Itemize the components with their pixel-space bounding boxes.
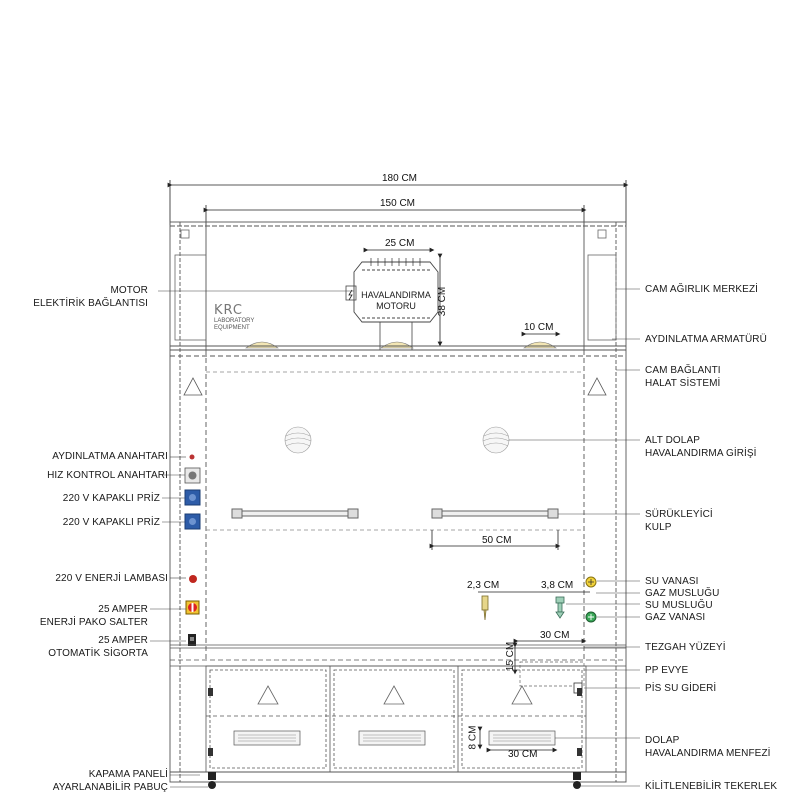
- caster-right: [573, 772, 581, 789]
- dim-label-vent-height: 8 CM: [467, 725, 479, 750]
- label-socket-2: 220 V KAPAKLI PRİZ: [62, 517, 160, 528]
- dim-label-25: 25 CM: [385, 238, 415, 249]
- motor-label: [351, 290, 441, 312]
- door-hinges: [208, 688, 582, 756]
- label-pp-sink: PP EVYE: [645, 665, 689, 676]
- label-fuse-1: 25 AMPER: [98, 635, 148, 646]
- dim-label-180: 180 CM: [382, 173, 418, 184]
- light-switch-indicator: [190, 455, 195, 460]
- label-panel: KAPAMA PANELİ: [88, 769, 168, 780]
- gas-tap-icon: [482, 596, 488, 620]
- label-motor-conn-2: ELEKTİRİK BAĞLANTISI: [33, 298, 148, 309]
- label-lower-vent-2: HAVALANDIRMA GİRİŞİ: [645, 448, 757, 459]
- label-fuse-2: OTOMATİK SİGORTA: [48, 648, 148, 659]
- label-light-switch: AYDINLATMA ANAHTARI: [52, 451, 168, 462]
- caster-left: [208, 772, 216, 789]
- dim-label-vent-width: 30 CM: [508, 749, 538, 760]
- label-lower-vent: [645, 434, 757, 460]
- worktop: [170, 645, 626, 666]
- dim-label-150: 150 CM: [380, 198, 416, 209]
- krc-logo: [214, 304, 254, 332]
- label-motor-conn-1: MOTOR: [110, 285, 148, 296]
- dim-label-tap-left: 2,3 CM: [467, 580, 500, 591]
- logo-sub1: LABORATORY: [214, 318, 255, 324]
- label-cabinet-vent: [645, 734, 771, 760]
- warning-sign-left: [184, 378, 202, 395]
- label-cable-1: CAM BAĞLANTI: [645, 365, 721, 376]
- label-casters: KİLİTLENEBİLİR TEKERLEK: [645, 781, 778, 792]
- label-pako-switch: [40, 603, 148, 629]
- label-worktop: TEZGAH YÜZEYİ: [645, 642, 726, 653]
- label-auto-fuse: [48, 634, 148, 660]
- label-handle-2: KULP: [645, 522, 672, 533]
- dim-label-sink: 15 CM: [505, 641, 517, 672]
- energy-lamp: [189, 575, 197, 583]
- counterweight-right: [588, 230, 616, 340]
- label-pako-1: 25 AMPER: [98, 604, 148, 615]
- label-handle: [645, 508, 713, 534]
- label-speed-switch: HIZ KONTROL ANAHTARI: [47, 470, 168, 481]
- handle-left: [232, 509, 358, 518]
- label-gas-tap: GAZ MUSLUĞU: [645, 588, 720, 599]
- label-foot: AYARLANABİLİR PABUÇ: [52, 782, 168, 793]
- label-cab-vent-2: HAVALANDIRMA MENFEZİ: [645, 748, 771, 759]
- label-lower-vent-1: ALT DOLAP: [645, 435, 700, 446]
- label-cab-vent-1: DOLAP: [645, 735, 680, 746]
- logo-mark: KRC: [214, 303, 243, 318]
- glass-sash: [206, 372, 584, 530]
- label-glass-center: CAM AĞIRLIK MERKEZİ: [645, 284, 759, 295]
- air-intake-left: [285, 427, 311, 453]
- label-gas-valve: GAZ VANASI: [645, 612, 706, 623]
- logo-sub2: EQUIPMENT: [214, 325, 250, 331]
- dim-label-10: 10 CM: [524, 322, 554, 333]
- label-cable-2: HALAT SİSTEMİ: [645, 378, 721, 389]
- motor-label-line1: HAVALANDIRMA: [361, 290, 431, 300]
- dim-label-50: 50 CM: [482, 535, 512, 546]
- water-tap-icon: [556, 597, 564, 618]
- label-socket-1: 220 V KAPAKLI PRİZ: [62, 493, 160, 504]
- cabinet-warning-signs: [258, 686, 532, 704]
- dim-label-38: 38 CM: [437, 286, 449, 317]
- dim-label-worktop: 30 CM: [540, 630, 570, 641]
- dim-label-tap-right: 3,8 CM: [541, 580, 574, 591]
- light-fixtures: [246, 342, 556, 348]
- label-light-fixture: AYDINLATMA ARMATÜRÜ: [645, 334, 767, 345]
- label-water-tap: SU MUSLUĞU: [645, 600, 713, 611]
- label-pako-2: ENERJİ PAKO SALTER: [39, 617, 148, 628]
- label-cable-system: [645, 364, 721, 390]
- air-intake-right: [483, 427, 509, 453]
- warning-sign-right: [588, 378, 606, 395]
- handle-right: [432, 509, 558, 518]
- label-handle-1: SÜRÜKLEYİCİ: [645, 509, 713, 520]
- motor-label-line2: MOTORU: [376, 301, 416, 311]
- label-water-valve: SU VANASI: [645, 576, 699, 587]
- label-motor-connection: [33, 284, 148, 310]
- label-drain: PİS SU GİDERİ: [645, 683, 717, 694]
- label-energy-lamp: 220 V ENERJİ LAMBASI: [55, 573, 168, 584]
